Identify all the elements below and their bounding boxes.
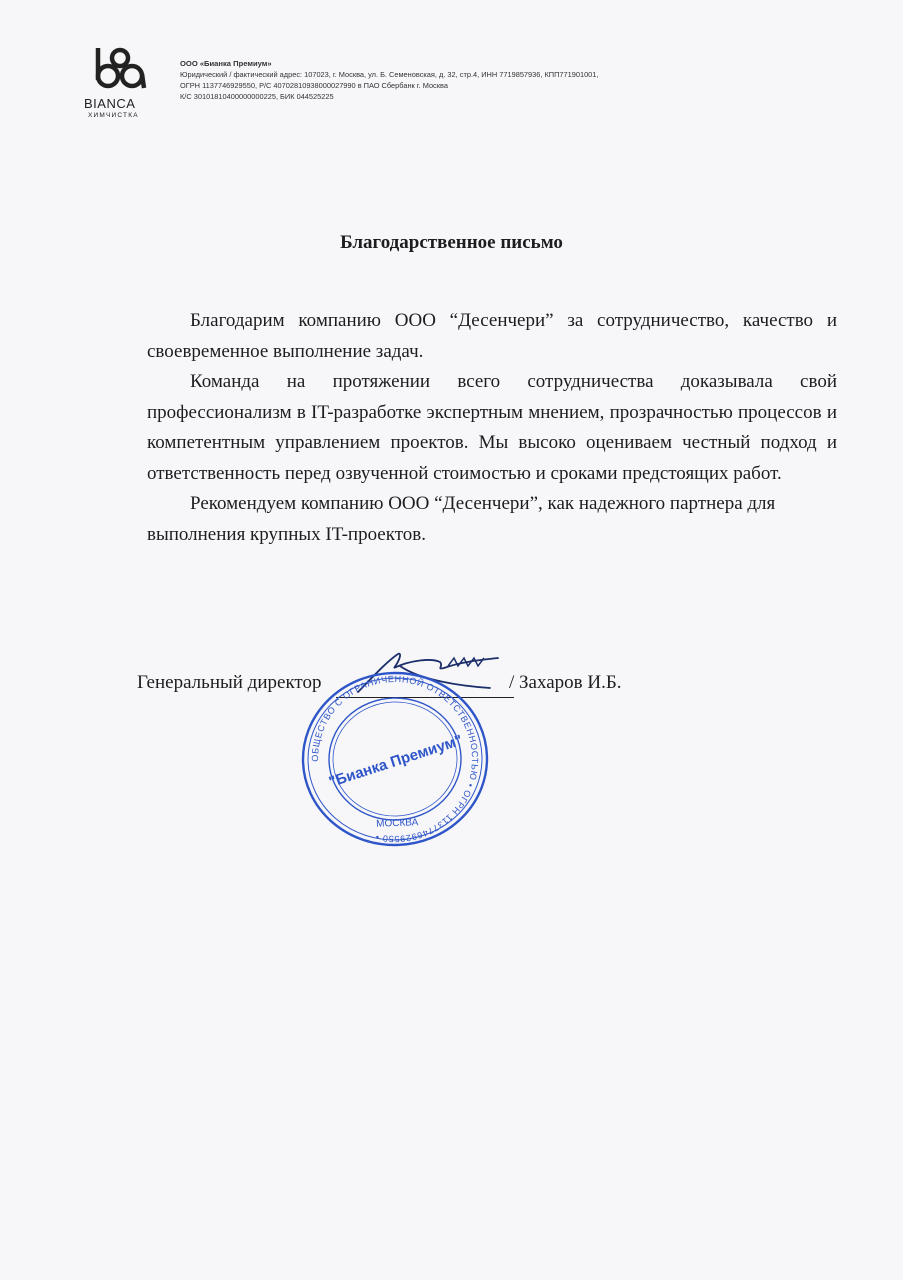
- signer-role: Генеральный директор: [137, 672, 322, 693]
- letter-body: [147, 306, 837, 550]
- paragraph-team: Команда на протяжении всего сотрудничества доказывала свой профессионализм в IT-разработке экспертным мнением, прозрачностью процессов и компетентным управлением проектов. Мы высоко оцениваем честный подход и ответственность перед озвученной стоимостью и сроками предстоящих работ.: [147, 371, 837, 484]
- logo-wordmark: BIANCA: [84, 96, 136, 111]
- signer-name: / Захаров И.Б.: [509, 672, 622, 693]
- letter-title: Благодарственное письмо: [340, 232, 563, 253]
- company-name: ООО «Бианка Премиум»: [180, 59, 272, 68]
- company-logo: [82, 44, 162, 124]
- company-ogrn: ОГРН 1137746929550, Р/С 40702810938000027990 в ПАО Сбербанк г. Москва: [180, 81, 448, 90]
- company-stamp: [295, 665, 495, 854]
- logo-subtitle: ХИМЧИСТКА: [88, 112, 139, 119]
- bianca-logo-icon: [88, 44, 150, 90]
- company-address: Юридический / фактический адрес: 107023, г. Москва, ул. Б. Семеновская, д. 32, стр.4, ИНН 7719857936, КПП771901001,: [180, 70, 599, 79]
- paragraph-thanks: Благодарим компанию ООО “Десенчери” за сотрудничество, качество и своевременное выполнение задач.: [147, 310, 837, 362]
- stamp-center-text: "Бианка Премиум": [326, 731, 465, 791]
- company-bank: К/С 30101810400000000225, БИК 044525225: [180, 92, 334, 101]
- stamp-ring-text: ОБЩЕСТВО С ОГРАНИЧЕННОЙ ОТВЕТСТВЕННОСТЬЮ • ОГРН 1137746929550 •: [309, 673, 481, 845]
- stamp-seal-icon: [295, 665, 495, 854]
- company-details: [180, 58, 820, 102]
- paragraph-recommend: Рекомендуем компанию ООО “Десенчери”, как надежного партнера для выполнения крупных IT-проектов.: [147, 493, 776, 545]
- stamp-city: МОСКВА: [375, 817, 419, 830]
